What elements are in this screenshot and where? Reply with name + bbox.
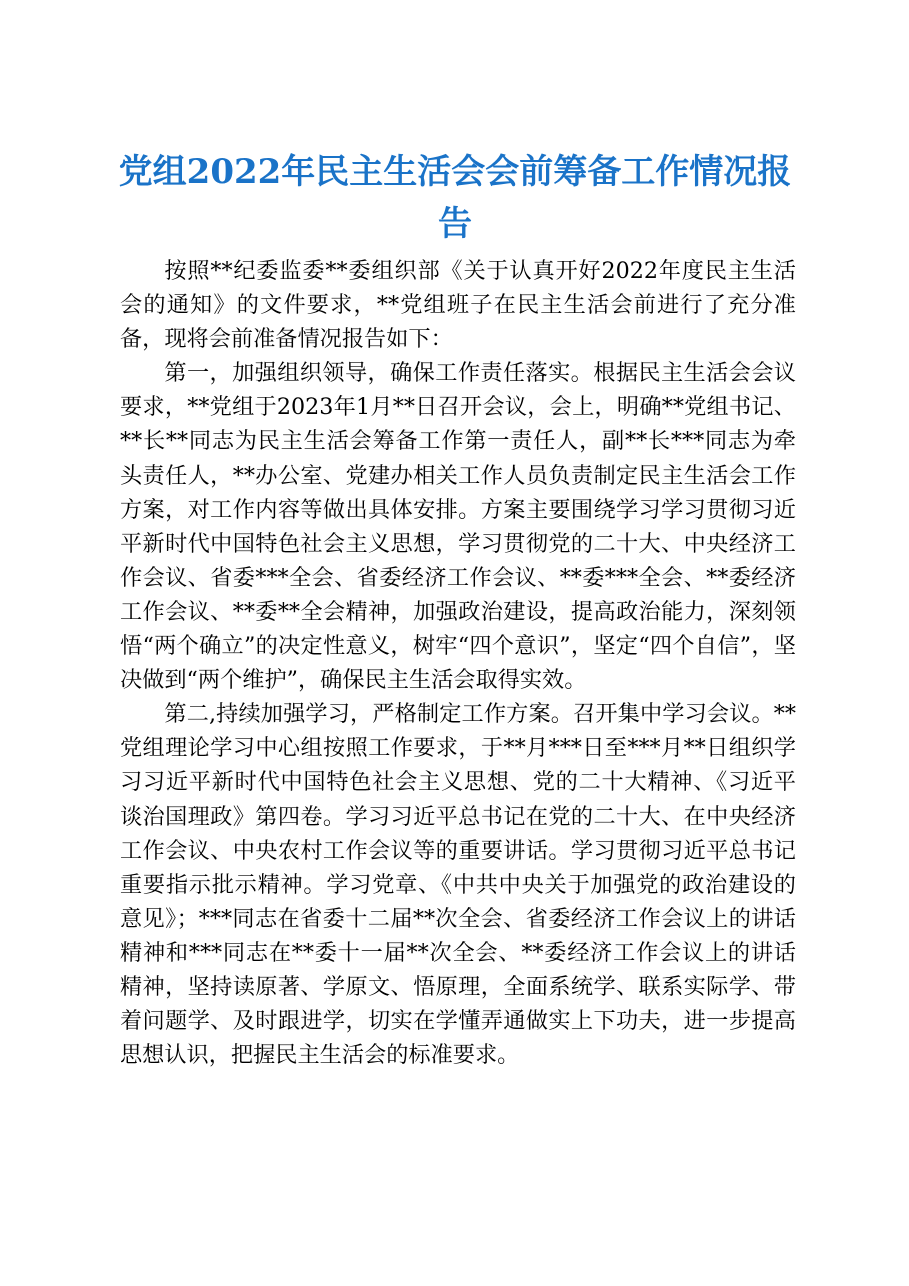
paragraph-first: 第一，加强组织领导，确保工作责任落实。根据民主生活会会议要求，**党组于2023年1月**日召开会议，会上，明确**党组书记、**长**同志为民主生活会筹备工作第一责任人，副**长***同志为牵头责任人，**办公室、党建办相关工作人员负责制定民主生活会工作方案，对工作内容等做出具体安排。方案主要围绕学习学习贯彻习近平新时代中国特色社会主义思想，学习贯彻党的二十大、中央经济工作会议、省委***全会、省委经济工作会议、**委***全会、**委经济工作会议、**委**全会精神，加强政治建设，提高政治能力，深刻领悟“两个确立”的决定性意义，树牢“四个意识”，坚定“四个自信”，坚决做到“两个维护”，确保民主生活会取得实效。 [120, 360, 796, 694]
paragraph-second: 第二,持续加强学习，严格制定工作方案。召开集中学习会议。**党组理论学习中心组按照工作要求，于**月***日至***月**日组织学习习近平新时代中国特色社会主义思想、党的二十大精神、《习近平谈治国理政》第四卷。学习习近平总书记在党的二十大、在中央经济工作会议、中央农村工作会议等的重要讲话。学习贯彻习近平总书记重要指示批示精神。学习党章、《中共中央关于加强党的政治建设的意见》；***同志在省委十二届**次全会、省委经济工作会议上的讲话精神和***同志在**委十一届**次全会、**委经济工作会议上的讲话精神，坚持读原著、学原文、悟原理，全面系统学、联系实际学、带着问题学、及时跟进学，切实在学懂弄通做实上下功夫，进一步提高思想认识，把握民主生活会的标准要求。 [120, 701, 796, 1069]
document-body [120, 254, 796, 1072]
paragraph-intro: 按照**纪委监委**委组织部《关于认真开好2022年度民主生活会的通知》的文件要求，**党组班子在民主生活会前进行了充分准备，现将会前准备情况报告如下： [120, 258, 796, 353]
document-title: 党组2022年民主生活会会前筹备工作情况报告 [118, 152, 792, 244]
